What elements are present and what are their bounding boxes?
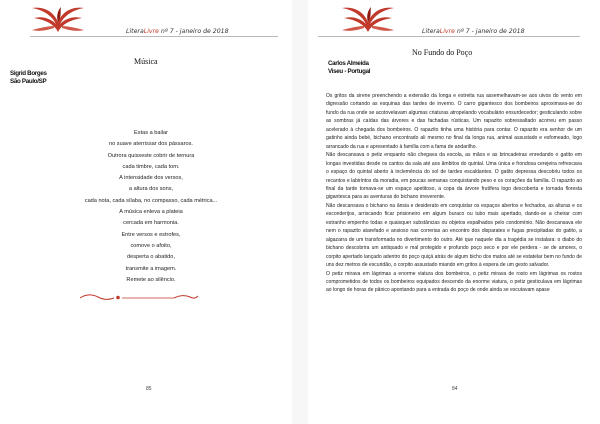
story-paragraph: O petiz mirava em lágrimas a enorme viatura dos bombeiros, o petiz mirava de rosto em lágrimas os rostos comprometidos de todos os bombeiros equipados descendo da enorme viatura, o petiz gesticulava em lágrimas ao longo de horas de pânico apontando para a entrada do poço de onde ainda se escutavam apase [326, 270, 582, 294]
page-header [308, 0, 600, 42]
page-number: 84 [452, 386, 458, 392]
story-paragraph: Não descansava o petiz enquanto não chegava da escola, as mãos e as brincadeiras enredando o gatito em longas investidas desde os cantos da sala até aos âmbitos do quintal. Uma única e frondosa cerejeira refrescava o espaço do quintal aberto à inclemência do sol de tardes escaldantes. O gatito depressa descobriu todos os recantos e labirintos da moradia, em poucas semanas conquistando peso e os corações da família. O rapazito ao final da tarde tornava-se um espaço apetitoso, a copa da árvore frutífera logo descoberta e tornada floresta gigantesca para as aventuras do bichano irreverente. [326, 152, 582, 201]
poem-line: no suave aterrissar dos pássaros. [109, 141, 193, 148]
poem-line: a altura dos sons, [128, 186, 174, 193]
author-location: São Paulo/SP [10, 77, 47, 85]
story-paragraph: Os gritos da sirene preenchendo a extensão da longa e estreita rua assemelhavam-se aos uivos do vento em digressão cortando as esquinas das tardes de inverno. O carro gigantesco dos bombeiros aproximava-se do fundo da rua onde se acotovelavam algumas criaturas atropelando vocabulário ensurdecedor; gesticulando sobre as sombras já caídas das árvores e das fachadas rústicas. Um rapazito sobressaltado acorreu em passo acelerado à chegada dos bombeiros. O rapazito tinha uma história para contar. O rapazito era senhor de um gatinho ainda bebé, bichano encontrado ali mesmo no final da longa rua, animal assustado e esfomeado, logo arrancado da rua e apresentado à família com a fama de andarilho. [326, 93, 582, 150]
phoenix-logo-icon [338, 2, 398, 36]
right-page [308, 0, 600, 424]
header-rule [30, 36, 278, 37]
author-name: Sigrid Borges [10, 70, 47, 77]
poem-line: Entre versos e estrofes, [121, 231, 181, 238]
left-page [0, 0, 292, 424]
story-paragraph: Não descansava o bichano na ânsia e desiderato em conquistar os espaços abertos e fechados, as alturas e os esconderijos, arriscando ficar prisioneiro em algum buraco ou tubo mais apertado, dando-se a cheirar com estranho empenho todas e quaisquer substâncias ou objetos espalhados pelo condomínio. Não descansava ele nem o rapazito atarefado e ansioso nas correrias ao encontro dos disparates e fugas precipitadas do gatito, a algazarra de um transformada no divertimento do outro. Até que naquele dia a tragédia se instalara: o diabo do bichano descobrira um antiquado e mal protegido e profundo poço seco e por ele perdera - se de amores, o corpito apertado lançado adentro do poço quiçá atrás de algum bicho dos matos até se estatelar bem no fundo de uns dez metros de escuridão, o corpito assustado miando em gritos à espera de um gesto salvador. [326, 202, 582, 269]
author-block [10, 70, 47, 85]
author-name: Carlos Almeida [328, 60, 369, 67]
story-title: No Fundo do Poço [412, 48, 473, 57]
poem-line: A música enleva a plateia [119, 209, 183, 216]
poem-line: comove o afoito, [130, 242, 172, 249]
author-location: Viseu - Portugal [328, 67, 371, 75]
header-rule [318, 36, 580, 37]
poem-line: cada nota, cada sílaba, no compasso, cada métrica... [84, 197, 218, 204]
phoenix-logo-icon [28, 2, 88, 36]
page-number: 85 [146, 386, 152, 392]
author-block [328, 60, 370, 75]
poem-line: cercada em harmonia. [123, 220, 179, 227]
journal-issue-label: LiteraLivre nº 7 - janeiro de 2018 [422, 28, 525, 35]
book-gutter [292, 0, 308, 424]
poem-line: Outrora quisseste cobrir de ternura [107, 152, 195, 159]
poem-title: Música [134, 57, 158, 66]
poem-line: transmite a imagem. [125, 265, 177, 272]
poem-line: desperta o abatido, [127, 254, 175, 261]
journal-issue-label: LiteraLivre nº 7 - janeiro de 2018 [126, 28, 229, 35]
poem-body [20, 128, 282, 286]
story-body [326, 92, 582, 295]
poem-line: Remete ao silêncio. [126, 276, 176, 283]
poem-line: A intensidade dos versos, [119, 175, 183, 182]
flourish-ornament-icon [78, 292, 200, 302]
page-header [0, 0, 292, 42]
poem-line: cada timbre, cada tom. [122, 163, 180, 170]
poem-line: Estas a bailar [134, 130, 168, 136]
